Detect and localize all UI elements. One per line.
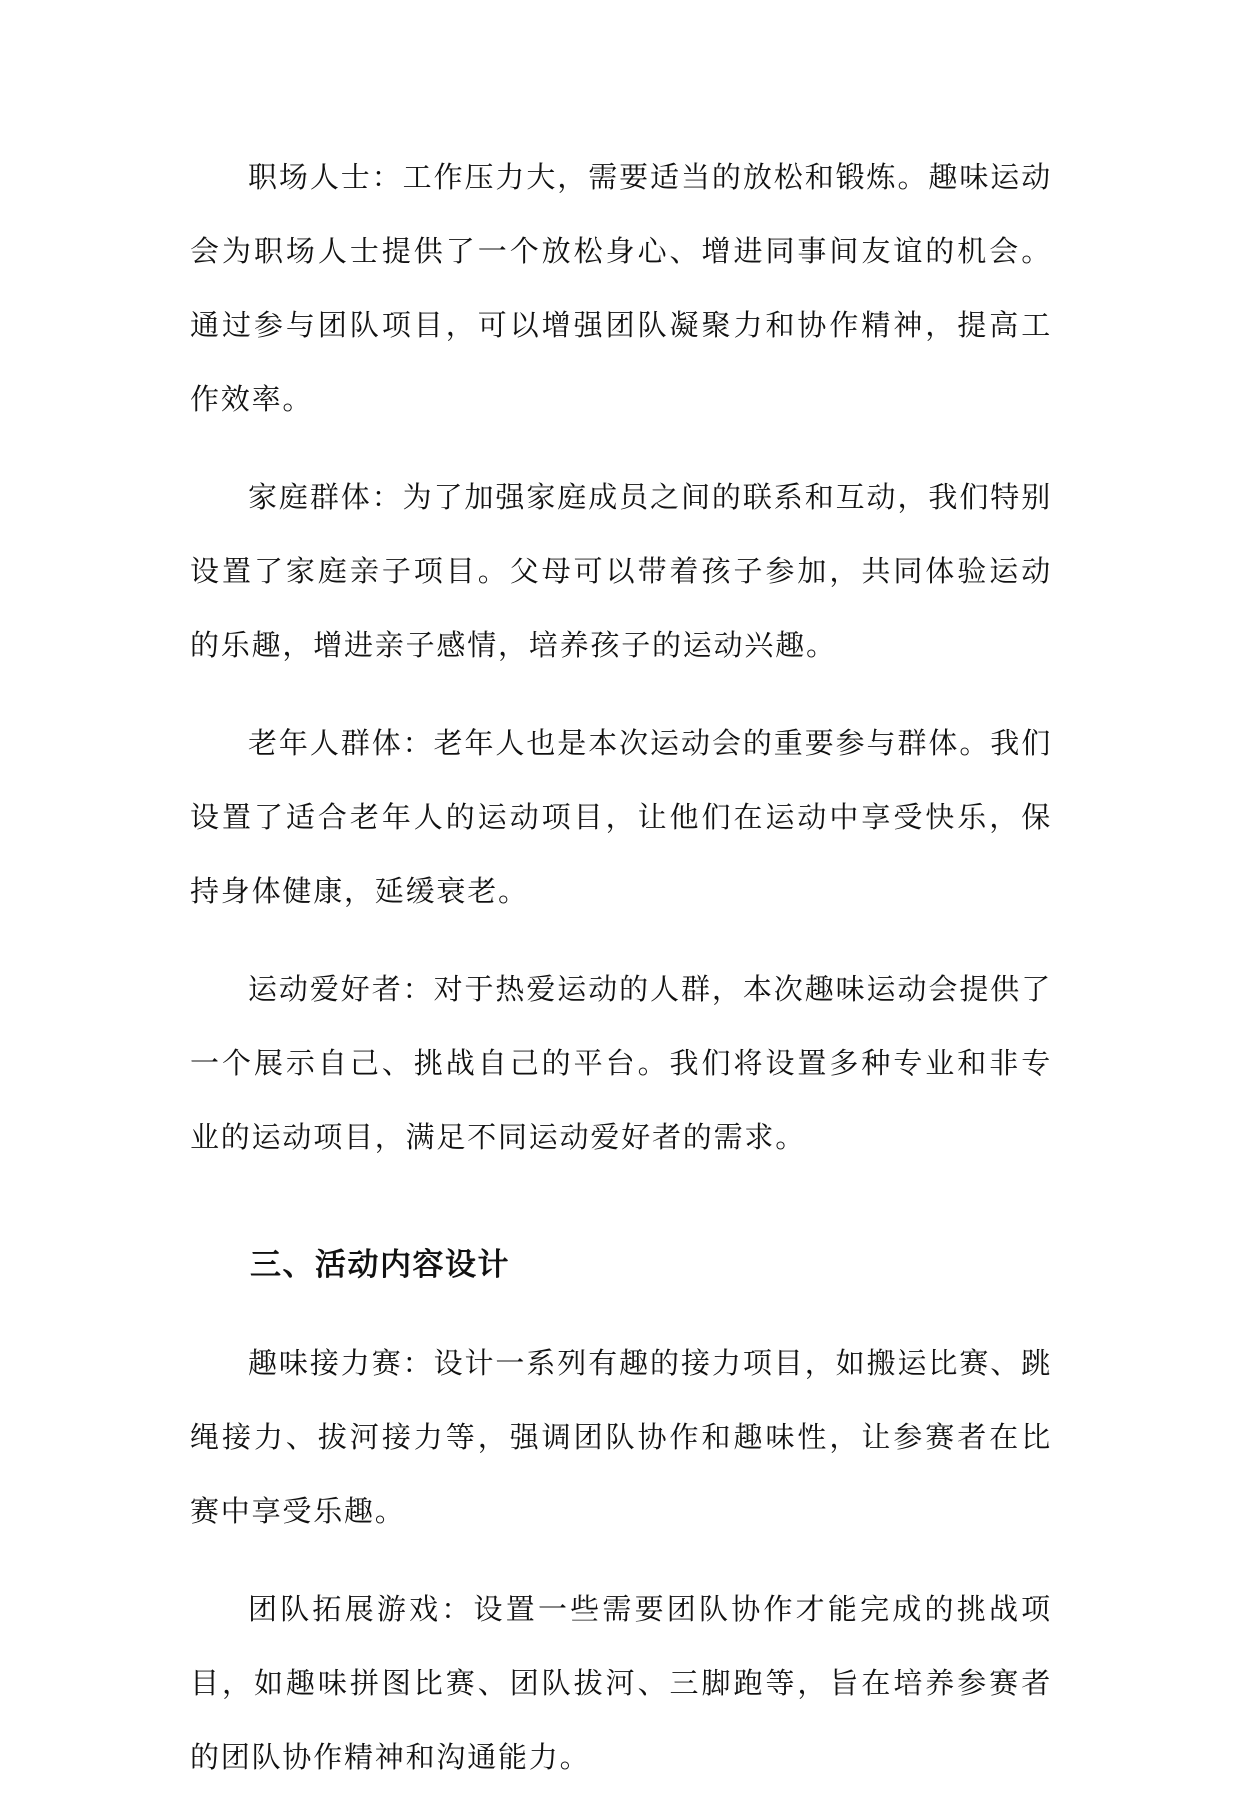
section-heading: 三、活动内容设计 (250, 1247, 510, 1283)
paragraph-elderly-groups: 老年人群体：老年人也是本次运动会的重要参与群体。我们设置了适合老年人的运动项目，让他们在运动中享受快乐，保持身体健康，延缓衰老。 (190, 726, 1052, 908)
paragraph-family-groups: 家庭群体：为了加强家庭成员之间的联系和互动，我们特别设置了家庭亲子项目。父母可以带着孩子参加，共同体验运动的乐趣，增进亲子感情，培养孩子的运动兴趣。 (190, 480, 1052, 662)
paragraph-team-games: 团队拓展游戏：设置一些需要团队协作才能完成的挑战项目，如趣味拼图比赛、团队拔河、三脚跑等，旨在培养参赛者的团队协作精神和沟通能力。 (190, 1592, 1052, 1774)
page-content (190, 140, 1052, 1818)
paragraph-sports-enthusiasts: 运动爱好者：对于热爱运动的人群，本次趣味运动会提供了一个展示自己、挑战自己的平台。我们将设置多种专业和非专业的运动项目，满足不同运动爱好者的需求。 (190, 972, 1052, 1154)
paragraph-relay-race: 趣味接力赛：设计一系列有趣的接力项目，如搬运比赛、跳绳接力、拔河接力等，强调团队协作和趣味性，让参赛者在比赛中享受乐趣。 (190, 1346, 1052, 1528)
paragraph-office-workers: 职场人士：工作压力大，需要适当的放松和锻炼。趣味运动会为职场人士提供了一个放松身心、增进同事间友谊的机会。通过参与团队项目，可以增强团队凝聚力和协作精神，提高工作效率。 (190, 160, 1052, 416)
